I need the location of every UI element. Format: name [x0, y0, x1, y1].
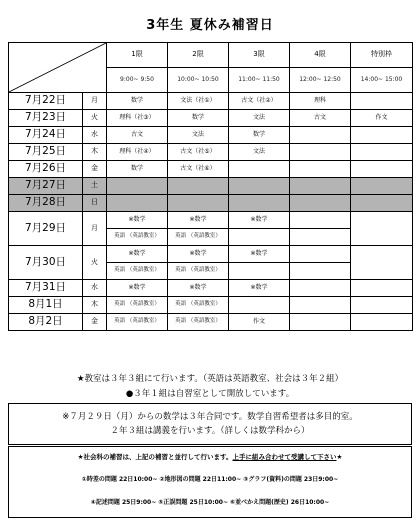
class-cell: 英語 （英語教室） — [107, 297, 168, 314]
class-cell — [290, 195, 351, 212]
class-cell — [351, 127, 413, 144]
table-row-holiday — [9, 195, 413, 212]
class-cell — [290, 212, 351, 229]
weekday-cell: 土 — [83, 178, 107, 195]
class-cell — [351, 161, 413, 178]
class-cell: ※数学 — [229, 212, 290, 229]
period-time: 11:00~ 11:50 — [229, 68, 290, 93]
class-cell: ※数学 — [229, 246, 290, 263]
class-cell — [351, 280, 413, 297]
math-notice-line: ※７月２９日（月）からの数学は３年合同です。数学自習希望者は多目的室。 — [62, 412, 358, 422]
table-row — [9, 110, 413, 127]
weekday-cell: 金 — [83, 161, 107, 178]
class-cell: ※数学 — [229, 280, 290, 297]
class-cell — [351, 178, 413, 195]
class-cell: 英語 （英語教室） — [107, 314, 168, 331]
table-row — [9, 127, 413, 144]
class-cell: 古文（社⑥） — [168, 161, 229, 178]
social-studies-topics: ④記述問題 25日9:00~ ⑤正誤問題 25日10:00~ ⑥並べかえ問題(歴史) 26日10:00~ — [90, 499, 330, 506]
class-cell: 古文（社②） — [229, 93, 290, 110]
class-cell: 英語 （英語教室） — [168, 263, 229, 280]
weekday-cell: 金 — [83, 314, 107, 331]
date-cell: 7月23日 — [9, 110, 83, 127]
weekday-cell: 火 — [83, 246, 107, 280]
class-cell — [290, 127, 351, 144]
class-cell: 作文 — [351, 110, 413, 127]
date-cell: 7月25日 — [9, 144, 83, 161]
date-cell: 7月31日 — [9, 280, 83, 297]
social-studies-box — [8, 446, 412, 518]
page-title: 3年生 夏休み補習日 — [146, 18, 274, 33]
class-cell — [229, 195, 290, 212]
period-time: 10:00~ 10:50 — [168, 68, 229, 93]
class-cell — [351, 144, 413, 161]
class-cell — [351, 195, 413, 212]
weekday-cell: 水 — [83, 280, 107, 297]
class-cell: 文法 — [229, 110, 290, 127]
schedule-table — [8, 42, 413, 331]
class-cell — [290, 280, 351, 297]
class-cell: 数学 — [107, 161, 168, 178]
period-label: 4限 — [290, 43, 351, 68]
class-cell — [290, 161, 351, 178]
class-cell: 古文（社⑤） — [168, 144, 229, 161]
weekday-cell: 日 — [83, 195, 107, 212]
date-cell: 7月27日 — [9, 178, 83, 195]
weekday-cell: 月 — [83, 212, 107, 246]
date-cell: 7月22日 — [9, 93, 83, 110]
class-cell: 英語 （英語教室） — [168, 297, 229, 314]
class-cell — [107, 178, 168, 195]
table-row — [9, 280, 413, 297]
social-studies-heading — [9, 452, 411, 461]
social-studies-topics: ①時差の問題 22日10:00~ ②地形図の問題 22日11:00~ ③グラフ(資料)の問題 23日9:00~ — [81, 476, 339, 483]
class-cell — [107, 195, 168, 212]
class-cell — [229, 161, 290, 178]
table-row — [9, 161, 413, 178]
date-cell: 8月1日 — [9, 297, 83, 314]
weekday-cell: 月 — [83, 93, 107, 110]
class-cell — [168, 178, 229, 195]
date-cell: 7月24日 — [9, 127, 83, 144]
class-cell: ※数学 — [168, 212, 229, 229]
class-cell — [351, 297, 413, 314]
class-cell: 古文 — [290, 110, 351, 127]
class-cell: 作文 — [229, 314, 290, 331]
class-cell: 数学 — [229, 127, 290, 144]
period-time: 14:00~ 15:00 — [351, 68, 413, 93]
class-cell: 文法（社①） — [168, 93, 229, 110]
corner-cell — [9, 43, 107, 93]
class-cell — [290, 144, 351, 161]
date-cell: 7月30日 — [9, 246, 83, 280]
class-cell — [290, 229, 351, 246]
weekday-cell: 木 — [83, 144, 107, 161]
class-cell: 理科 — [290, 93, 351, 110]
class-cell — [351, 212, 413, 246]
table-row — [9, 314, 413, 331]
class-cell — [229, 178, 290, 195]
period-label: 1限 — [107, 43, 168, 68]
table-row — [9, 297, 413, 314]
date-cell: 8月2日 — [9, 314, 83, 331]
table-row-holiday — [9, 178, 413, 195]
class-cell — [351, 314, 413, 331]
weekday-cell: 水 — [83, 127, 107, 144]
table-row — [9, 144, 413, 161]
class-cell: 英語 （英語教室） — [107, 229, 168, 246]
weekday-cell: 火 — [83, 110, 107, 127]
class-cell: 英語 （英語教室） — [168, 229, 229, 246]
class-cell — [290, 178, 351, 195]
period-label: 3限 — [229, 43, 290, 68]
class-cell: 数学 — [107, 93, 168, 110]
class-cell: 文法 — [229, 144, 290, 161]
class-cell — [290, 263, 351, 280]
table-row — [9, 246, 413, 263]
class-cell: 理科（社③） — [107, 110, 168, 127]
class-cell: 数学 — [168, 110, 229, 127]
class-cell: 英語 （英語教室） — [107, 263, 168, 280]
social-studies-heading-a: ★社会科の補習は、上記の補習と並行して行います。 — [77, 453, 233, 461]
class-cell — [351, 93, 413, 110]
class-cell — [290, 297, 351, 314]
class-cell — [229, 229, 290, 246]
class-cell — [229, 297, 290, 314]
diagonal-line — [9, 43, 106, 92]
math-notice-box — [8, 403, 412, 445]
period-time: 12:00~ 12:50 — [290, 68, 351, 93]
period-label: 2限 — [168, 43, 229, 68]
study-room-note: ●３年１組は自習室として開放しています。 — [125, 389, 295, 399]
class-cell — [168, 195, 229, 212]
class-cell: ※数学 — [107, 212, 168, 229]
table-row — [9, 93, 413, 110]
table-row — [9, 212, 413, 229]
class-cell: ※数学 — [107, 280, 168, 297]
social-studies-heading-c: ★ — [336, 453, 343, 461]
date-cell: 7月28日 — [9, 195, 83, 212]
math-notice-line: ２年３組は講義を行います。（詳しくは数学科から） — [110, 426, 310, 436]
class-cell — [229, 263, 290, 280]
class-cell: 英語 （英語教室） — [168, 314, 229, 331]
class-cell — [351, 246, 413, 280]
class-cell — [290, 246, 351, 263]
header-row — [9, 43, 413, 68]
class-cell: ※数学 — [107, 246, 168, 263]
class-cell — [290, 314, 351, 331]
classroom-note: ★教室は３年３組にて行います。（英語は英語教室、社会は３年２組） — [76, 374, 344, 384]
class-cell: 文法 — [168, 127, 229, 144]
date-cell: 7月29日 — [9, 212, 83, 246]
period-label: 特別枠 — [351, 43, 413, 68]
period-time: 9:00~ 9:50 — [107, 68, 168, 93]
social-studies-heading-b: 上手に組み合わせて受講して下さい — [232, 453, 337, 461]
class-cell: 理科（社④） — [107, 144, 168, 161]
date-cell: 7月26日 — [9, 161, 83, 178]
weekday-cell: 木 — [83, 297, 107, 314]
class-cell: 古文 — [107, 127, 168, 144]
class-cell: ※数学 — [168, 246, 229, 263]
class-cell: ※数学 — [168, 280, 229, 297]
